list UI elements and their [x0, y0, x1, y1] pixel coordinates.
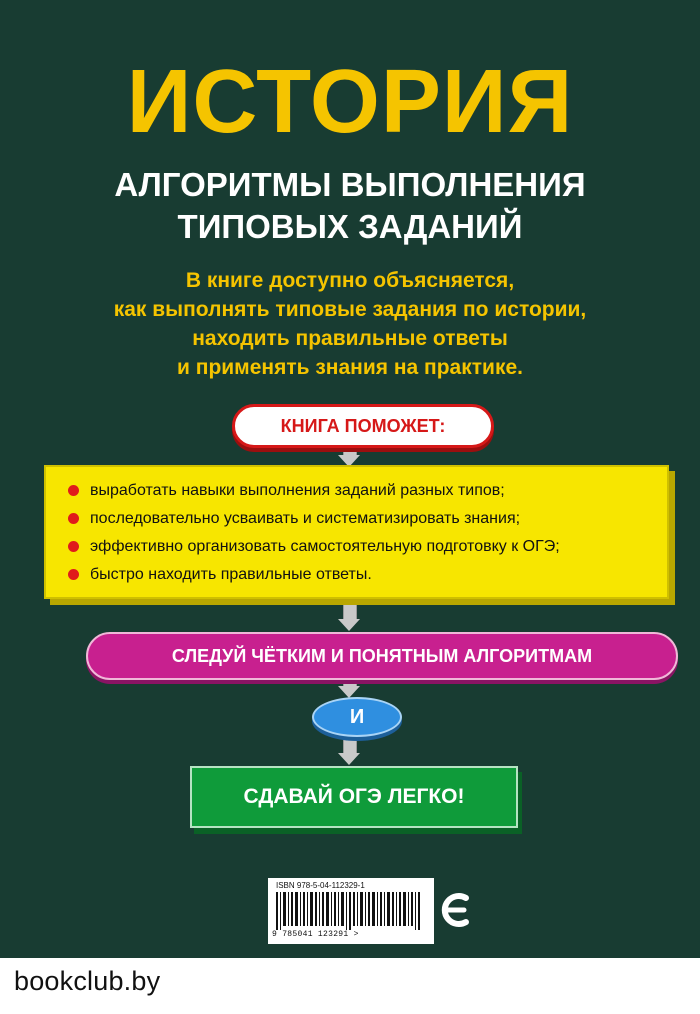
flow-arrow-icon: [338, 753, 360, 765]
isbn-text: ISBN 978-5-04-112329-1: [276, 881, 365, 890]
eksmo-logo-icon: [436, 886, 474, 934]
benefits-box: [44, 465, 669, 599]
benefits-list: [46, 467, 667, 589]
benefit-item: [68, 505, 667, 533]
help-pill: КНИГА ПОМОЖЕТ:: [232, 404, 494, 448]
flow-arrow-icon: [338, 619, 360, 631]
cover-title: ИСТОРИЯ: [126, 52, 574, 152]
cover-subtitle: [0, 164, 700, 248]
bullet-icon: [68, 485, 79, 496]
benefit-text: эффективно организовать самостоятельную подготовку к ОГЭ;: [90, 538, 560, 555]
description-line: В книге доступно объясняется,: [185, 269, 515, 292]
description-line: находить правильные ответы: [192, 327, 508, 350]
isbn-barcode-block: [268, 878, 434, 944]
follow-algorithms-pill: СЛЕДУЙ ЧЁТКИМ И ПОНЯТНЫМ АЛГОРИТМАМ: [86, 632, 678, 680]
barcode-digits: 9 785041 123291 >: [272, 930, 359, 939]
pass-exam-box: СДАВАЙ ОГЭ ЛЕГКО!: [190, 766, 518, 828]
benefit-text: последовательно усваивать и систематизировать знания;: [90, 510, 521, 527]
description-line: как выполнять типовые задания по истории,: [113, 298, 587, 321]
bullet-icon: [68, 541, 79, 552]
benefit-item: [68, 533, 667, 561]
flow-connector: [343, 600, 357, 620]
cover-description: [0, 266, 700, 382]
site-watermark: bookclub.by: [14, 966, 161, 996]
benefit-text: быстро находить правильные ответы.: [90, 566, 372, 583]
flow-connector: [343, 738, 357, 754]
benefit-text: выработать навыки выполнения заданий разных типов;: [90, 482, 505, 499]
and-pill: И: [312, 697, 402, 737]
bullet-icon: [68, 513, 79, 524]
bullet-icon: [68, 569, 79, 580]
benefit-item: [68, 477, 667, 505]
benefit-item: [68, 561, 667, 589]
subtitle-line: АЛГОРИТМЫ ВЫПОЛНЕНИЯ: [114, 166, 586, 203]
description-line: и применять знания на практике.: [177, 356, 523, 379]
subtitle-line: ТИПОВЫХ ЗАДАНИЙ: [177, 208, 523, 245]
barcode-icon: [276, 892, 428, 930]
